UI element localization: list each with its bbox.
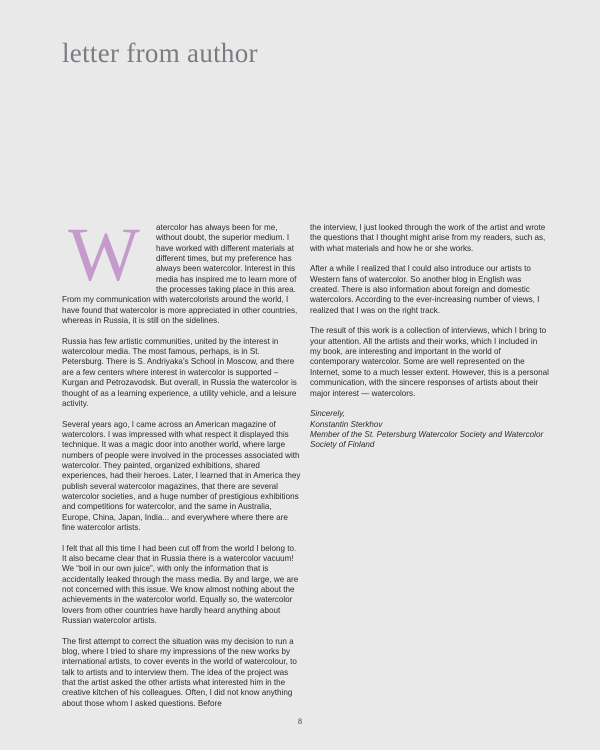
signature-affiliation: Member of the St. Petersburg Watercolor Society and Watercolor Society of Finland bbox=[310, 429, 544, 450]
paragraph: atercolor has always been for me, without doubt, the superior medium. I have worked with different materials at different times, but my preference has always been watercolor. Interest in this media has inspired me to learn more of the processes taking place in this area. From my communication with watercolorists around the world, I have found that watercolor is more appreciated in other countries, whereas in Russia, it is still on the sidelines. bbox=[62, 223, 298, 326]
signature-closing: Sincerely, bbox=[310, 409, 345, 419]
paragraph: After a while I realized that I could also introduce our artists to Western fans of watercolor. So another blog in English was created. There is also information about foreign and domestic watercolors. According to the ever-increasing number of views, I realized that I was on the right track. bbox=[310, 264, 540, 315]
paragraph: The first attempt to correct the situation was my decision to run a blog, where I tried to share my impressions of the new works by international artists, to cover events in the world of watercolour, to talk to artists and to interview them. The idea of the project was that the artist asked the other artists what interested him in the creative kitchen of his colleagues. Often, I did not know anything about those whom I asked questions. Before bbox=[62, 636, 297, 708]
right-column bbox=[310, 223, 550, 461]
drop-cap: W bbox=[68, 213, 140, 297]
paragraph: I felt that all this time I had been cut off from the world I belong to. It also became clear that in Russia there is a watercolor vacuum! We “boil in our own juice”, with only the information that is accidentally leaked through the mass media. By and large, we are not concerned with this issue. We know almost nothing about the achievements in the watercolor world. Equally so, the watercolor lovers from other countries have hardly heard anything about Russian watercolor artists. bbox=[62, 543, 299, 626]
page-number: 8 bbox=[298, 717, 302, 726]
paragraph: the interview, I just looked through the work of the artist and wrote the questions that I thought might arise from my readers, such as, with what materials and how he or she works. bbox=[310, 223, 546, 253]
paragraph: Russia has few artistic communities, united by the interest in watercolour media. The most famous, perhaps, is in St. Petersburg. There is S. Andriyaka’s School in Moscow, and there are a few centers where interest in watercolor is supported – Kurgan and Petrozavodsk. But overall, in Russia the watercolor is thought of as a learning experience, a utility vehicle, and a leisure activity. bbox=[62, 336, 297, 408]
page-title: letter from author bbox=[62, 38, 258, 68]
signature-block bbox=[310, 409, 550, 450]
signature-name: Konstantin Sterkhov bbox=[310, 419, 383, 429]
paragraph: Several years ago, I came across an American magazine of watercolors. I was impressed with what respect it displayed this technique. It was a magic door into another world, where large numbers of people were involved in the processes associated with watercolor. They painted, organized exhibitions, shared experiences, had their heroes. Later, I learned that in America they publish several watercolor magazines, that there are several watercolor societies, and a huge number of prestigious exhibitions and competitions for watercolor, and the same in Australia, Europe, China, Japan, India... and everywhere where there are fine watercolor artists. bbox=[62, 419, 301, 532]
left-column bbox=[62, 213, 302, 720]
paragraph: The result of this work is a collection of interviews, which I bring to your attention. All the artists and their works, which I included in my book, are interesting and important in the world of contemporary watercolor. Some are well represented on the Internet, some to a much lesser extent. However, this is a personal communication, with the sincere responses of artists about their major interest — watercolors. bbox=[310, 326, 549, 398]
